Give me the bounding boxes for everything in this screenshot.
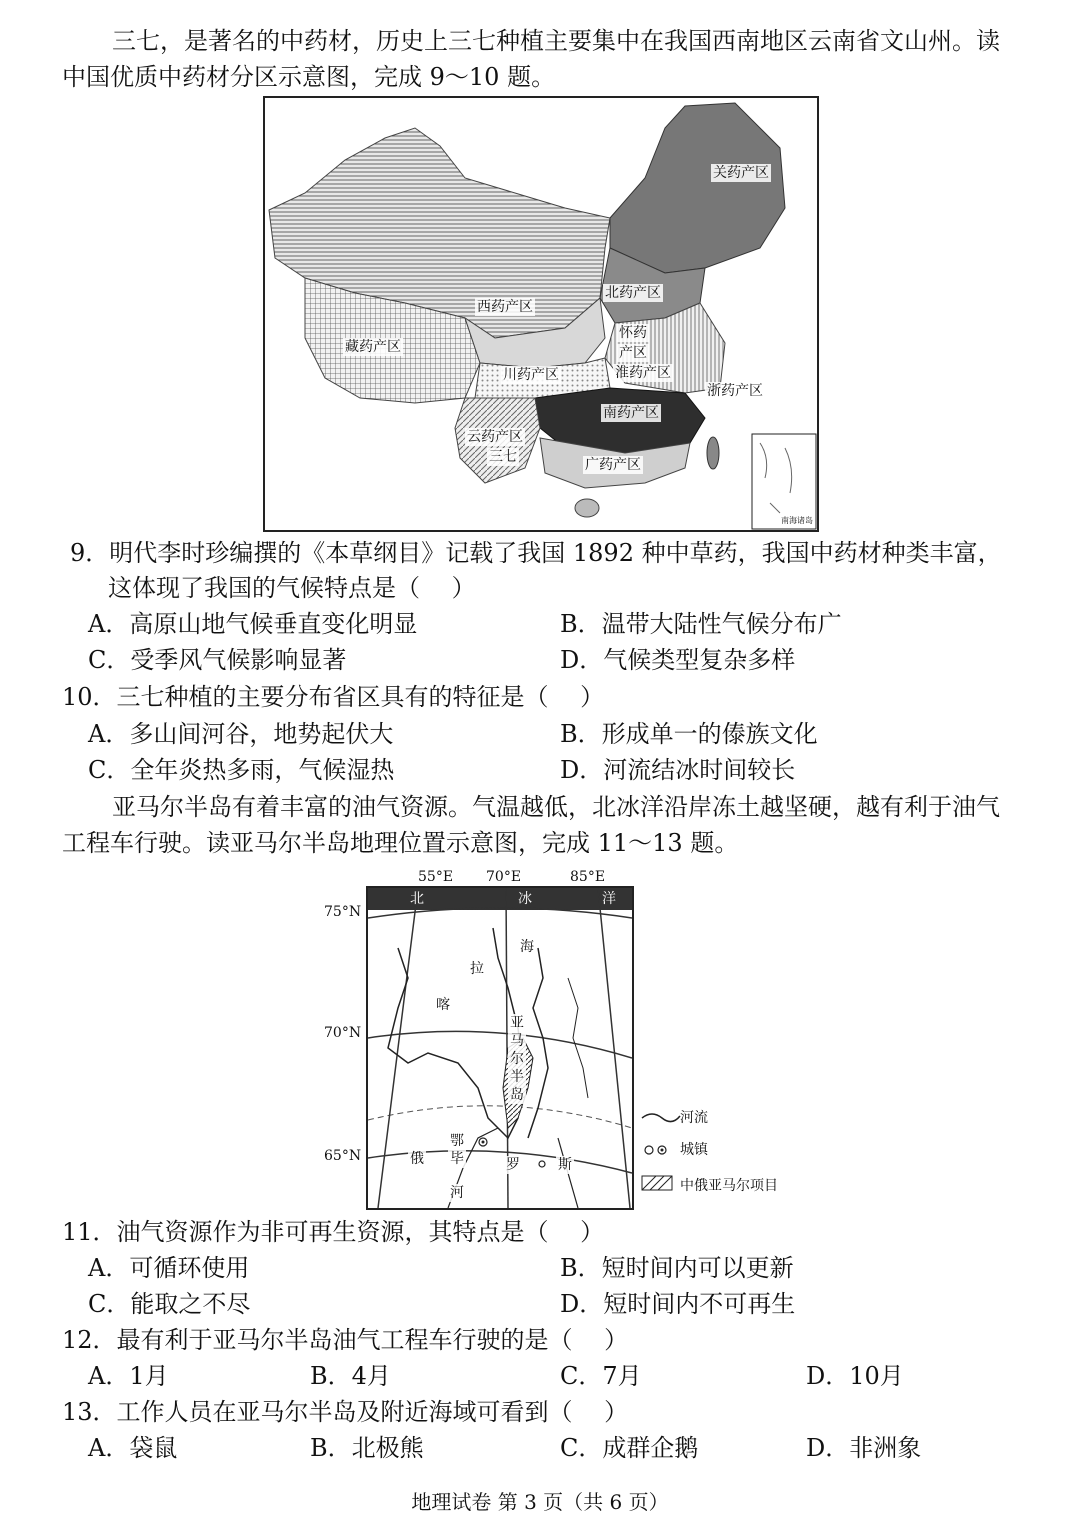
label-er: 尔	[510, 1051, 524, 1067]
q9-option-d[interactable]: D．气候类型复杂多样	[560, 646, 796, 674]
label-yang: 洋	[602, 891, 616, 907]
lat-65n: 65°N	[324, 1148, 362, 1164]
yamal-map	[366, 886, 634, 1210]
q11-option-b[interactable]: B．短时间内可以更新	[560, 1254, 794, 1282]
town-legend-icon	[645, 1146, 653, 1154]
lat-70n: 70°N	[324, 1025, 362, 1041]
intro-line-2: 中国优质中药材分区示意图，完成 9～10 题。	[62, 63, 556, 91]
label-guang: 广药产区	[585, 457, 641, 473]
label-hai: 海	[520, 939, 534, 955]
label-zang: 藏药产区	[345, 339, 401, 355]
label-bei: 北	[410, 891, 424, 907]
legend-project: 中俄亚马尔项目	[680, 1178, 778, 1194]
q10-option-b[interactable]: B．形成单一的傣族文化	[560, 720, 818, 748]
label-nan: 南药产区	[603, 405, 659, 421]
label-chan: 产区	[619, 345, 647, 361]
label-dao: 岛	[510, 1087, 524, 1103]
q13-option-a[interactable]: A．袋鼠	[88, 1434, 178, 1462]
china-medicine-map	[263, 96, 819, 532]
intro2-line-1: 亚马尔半岛有着丰富的油气资源。气温越低，北冰洋沿岸冻土越坚硬，越有利于油气	[112, 793, 1000, 821]
q9-stem-2: 这体现了我国的气候特点是（ ）	[108, 574, 476, 602]
lon-55e: 55°E	[418, 869, 454, 885]
intro2-line-2: 工程车行驶。读亚马尔半岛地理位置示意图，完成 11～13 题。	[62, 829, 739, 857]
q9-option-a[interactable]: A．高原山地气候垂直变化明显	[88, 610, 418, 638]
q13-stem: 13．工作人员在亚马尔半岛及附近海域可看到（ ）	[62, 1398, 629, 1426]
q9-option-b[interactable]: B．温带大陆性气候分布广	[560, 610, 842, 638]
china-map-drawing	[265, 98, 817, 530]
lon-85e: 85°E	[570, 869, 606, 885]
q10-option-d[interactable]: D．河流结冰时间较长	[560, 756, 796, 784]
label-e2: 俄	[410, 1151, 424, 1167]
q12-option-b[interactable]: B．4月	[310, 1362, 391, 1390]
q13-option-b[interactable]: B．北极熊	[310, 1434, 424, 1462]
label-la: 拉	[470, 961, 484, 977]
q11-option-c[interactable]: C．能取之不尽	[88, 1290, 251, 1318]
label-ma: 马	[510, 1033, 524, 1049]
label-zhe: 浙药产区	[707, 383, 763, 399]
label-bei: 北药产区	[605, 285, 661, 301]
label-luo: 罗	[506, 1157, 520, 1173]
label-guan: 关药产区	[713, 165, 769, 181]
river-legend-icon	[642, 1114, 680, 1122]
legend-river: 河流	[680, 1110, 708, 1126]
q12-option-c[interactable]: C．7月	[560, 1362, 642, 1390]
label-bi: 毕	[450, 1151, 464, 1167]
label-yun: 云药产区	[467, 429, 523, 445]
label-e: 鄂	[450, 1133, 464, 1149]
lon-70e: 70°E	[486, 869, 522, 885]
label-bing: 冰	[518, 891, 532, 907]
q13-option-c[interactable]: C．成群企鹅	[560, 1434, 699, 1462]
label-si: 斯	[558, 1157, 572, 1173]
label-inset: 南海诸岛	[781, 516, 813, 525]
q10-option-a[interactable]: A．多山间河谷，地势起伏大	[88, 720, 394, 748]
q12-option-a[interactable]: A．1月	[88, 1362, 169, 1390]
label-wei: 淮药产区	[615, 365, 671, 381]
q12-stem: 12．最有利于亚马尔半岛油气工程车行驶的是（ ）	[62, 1326, 629, 1354]
q12-option-d[interactable]: D．10月	[806, 1362, 904, 1390]
q11-option-a[interactable]: A．可循环使用	[88, 1254, 250, 1282]
q10-option-c[interactable]: C．全年炎热多雨，气候湿热	[88, 756, 395, 784]
q13-option-d[interactable]: D．非洲象	[806, 1434, 922, 1462]
intro-line-1: 三七，是著名的中药材，历史上三七种植主要集中在我国西南地区云南省文山州。读	[112, 27, 1000, 55]
label-he: 河	[450, 1185, 464, 1201]
page-footer: 地理试卷 第 3 页（共 6 页）	[411, 1490, 669, 1514]
label-xi: 西药产区	[477, 299, 533, 315]
label-ka: 喀	[436, 997, 450, 1013]
label-ya: 亚	[510, 1015, 524, 1031]
label-chuan: 川药产区	[503, 367, 559, 383]
q9-option-c[interactable]: C．受季风气候影响显著	[88, 646, 347, 674]
label-huai: 怀药	[619, 325, 647, 341]
q10-stem: 10．三七种植的主要分布省区具有的特征是（ ）	[62, 683, 605, 711]
q9-stem-1: 9．明代李时珍编撰的《本草纲目》记载了我国 1892 种中草药，我国中药材种类丰富，	[70, 539, 1002, 567]
legend-town: 城镇	[680, 1142, 708, 1158]
label-ban: 半	[510, 1069, 524, 1085]
q11-option-d[interactable]: D．短时间内不可再生	[560, 1290, 796, 1318]
lat-75n: 75°N	[324, 904, 362, 920]
q11-stem: 11．油气资源作为非可再生资源，其特点是（ ）	[62, 1218, 605, 1246]
label-sanqi: 三七	[489, 449, 517, 465]
